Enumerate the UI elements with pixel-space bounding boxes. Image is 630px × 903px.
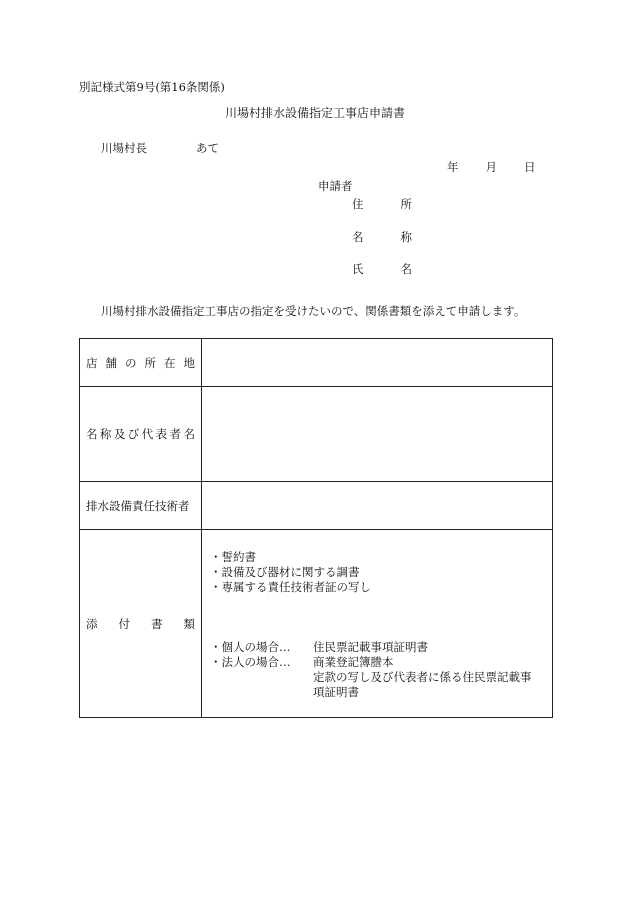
store-location-label xyxy=(80,339,202,387)
label-char: の xyxy=(125,355,137,370)
list-item-value: 商業登記簿謄本 xyxy=(313,655,394,669)
date-day: 日 xyxy=(524,160,536,174)
date-line xyxy=(447,159,536,175)
list-item-individual xyxy=(210,640,546,655)
label-char: 名 xyxy=(400,262,412,276)
label-char: 店 xyxy=(86,355,98,370)
label-char: 住 xyxy=(352,197,364,211)
table-row xyxy=(80,387,553,482)
label-char: 氏 xyxy=(352,262,364,276)
label-char: 称 xyxy=(400,230,412,244)
list-item-continued xyxy=(210,685,546,700)
attachments-label xyxy=(80,530,202,718)
applicant-company-name-label xyxy=(352,229,412,245)
application-statement: 川場村排水設備指定工事店の指定を受けたいので、関係書類を添えて申請します。 xyxy=(101,304,526,318)
label-char: 称 xyxy=(99,427,112,441)
responsible-technician-label xyxy=(80,482,202,530)
label-char: 名 xyxy=(183,427,195,441)
label-char: 在 xyxy=(164,355,176,370)
name-representative-label xyxy=(80,387,202,482)
date-month: 月 xyxy=(485,160,497,174)
label-char: 類 xyxy=(183,616,195,631)
list-item-corporate xyxy=(210,655,546,670)
list-item-key: ・法人の場合… xyxy=(210,655,291,669)
applicant-address-label xyxy=(352,196,412,212)
label-char: 舗 xyxy=(105,355,117,370)
table-row xyxy=(80,530,553,718)
label-char: び xyxy=(127,427,140,441)
document-title: 川場村排水設備指定工事店申請書 xyxy=(224,106,405,120)
table-row xyxy=(80,339,553,387)
label-text: 排水設備責任技術者 xyxy=(86,498,190,513)
label-char: 地 xyxy=(183,355,195,370)
label-char: 及 xyxy=(113,427,126,441)
addressee-suffix: あて xyxy=(196,141,219,155)
label-char: 所 xyxy=(144,355,156,370)
list-item-value: 住民票記載事項証明書 xyxy=(313,640,428,654)
applicant-person-name-label xyxy=(352,261,412,277)
application-table xyxy=(79,338,553,718)
list-item: ・設備及び器材に関する調書 xyxy=(210,565,360,579)
store-location-value[interactable] xyxy=(202,339,553,387)
list-item-value: 項証明書 xyxy=(313,685,359,699)
responsible-technician-value[interactable] xyxy=(202,482,553,530)
attachments-list xyxy=(202,530,553,718)
label-char: 名 xyxy=(352,230,364,244)
name-representative-value[interactable] xyxy=(202,387,553,482)
addressee-name: 川場村長 xyxy=(101,141,147,155)
label-char: 書 xyxy=(151,616,163,631)
applicant-label: 申請者 xyxy=(318,179,353,193)
label-char: 名 xyxy=(86,427,98,441)
list-item-key: ・個人の場合… xyxy=(210,640,291,654)
label-char: 所 xyxy=(400,197,412,211)
label-char: 付 xyxy=(118,616,130,631)
table-row xyxy=(80,482,553,530)
label-char: 添 xyxy=(86,616,98,631)
list-item-continued xyxy=(210,670,546,685)
list-item: ・誓約書 xyxy=(210,550,256,564)
label-char: 代 xyxy=(141,427,154,441)
form-number-label: 別記様式第9号(第16条関係) xyxy=(79,80,225,94)
label-char: 表 xyxy=(155,427,168,441)
list-item: ・専属する責任技術者証の写し xyxy=(210,580,371,594)
label-char: 者 xyxy=(169,427,182,441)
date-year: 年 xyxy=(447,160,459,174)
list-item-value: 定款の写し及び代表者に係る住民票記載事 xyxy=(313,670,532,684)
